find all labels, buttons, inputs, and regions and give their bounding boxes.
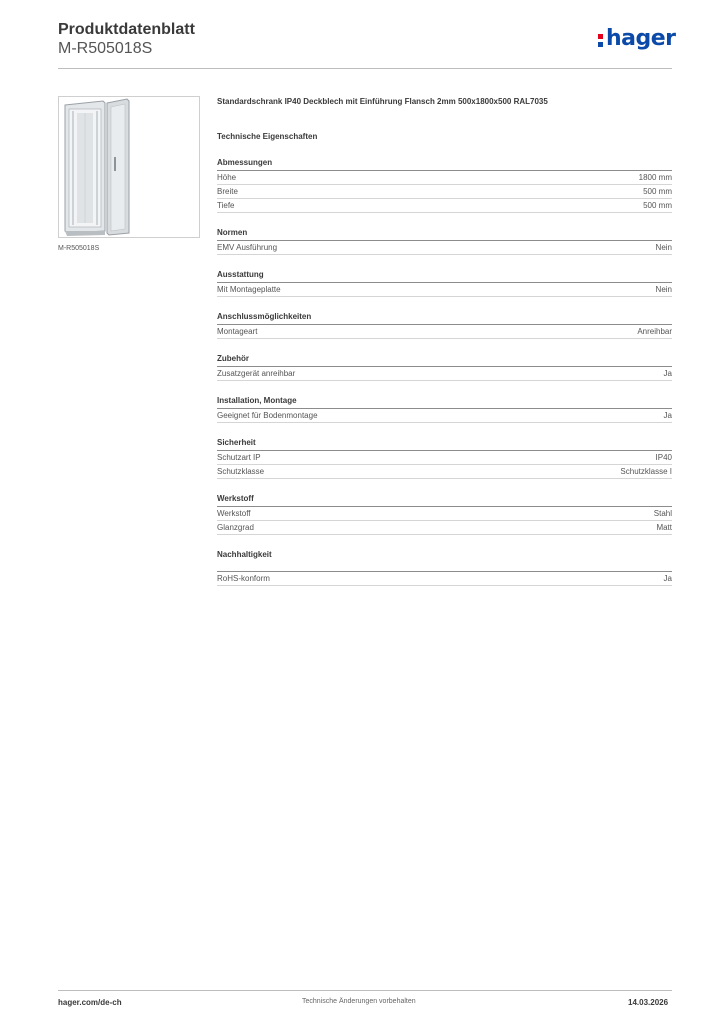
- footer-website[interactable]: hager.com/de-ch: [58, 998, 122, 1007]
- image-caption: M-R505018S: [58, 245, 100, 252]
- spec-value: Ja: [663, 369, 672, 378]
- spec-row: [217, 572, 672, 586]
- spec-label: Tiefe: [217, 201, 235, 210]
- spec-value: Nein: [655, 243, 672, 252]
- spec-row: [217, 185, 672, 199]
- spec-group-title: Nachhaltigkeit: [217, 550, 272, 559]
- cabinet-illustration: [59, 97, 199, 237]
- spec-group-title: Ausstattung: [217, 270, 264, 279]
- spec-label: Glanzgrad: [217, 523, 254, 532]
- spec-value: Schutzklasse I: [620, 467, 672, 476]
- spec-group: [217, 395, 672, 423]
- footer-date: 14.03.2026: [628, 998, 669, 1007]
- spec-label: Schutzklasse: [217, 467, 265, 476]
- logo-text: hager: [606, 26, 676, 51]
- spec-label: Geeignet für Bodenmontage: [217, 411, 318, 420]
- spec-group: [217, 157, 672, 213]
- spec-group-title: Anschlussmöglichkeiten: [217, 312, 312, 321]
- section-heading: Technische Eigenschaften: [217, 132, 318, 141]
- spec-row: [217, 465, 672, 479]
- product-title: Standardschrank IP40 Deckblech mit Einführung Flansch 2mm 500x1800x500 RAL7035: [217, 97, 548, 106]
- spec-group: [217, 353, 672, 381]
- spec-group: [217, 437, 672, 479]
- spec-label: Mit Montageplatte: [217, 285, 281, 294]
- spec-group-title: Installation, Montage: [217, 396, 297, 405]
- spec-value: Ja: [663, 574, 672, 583]
- spec-group-title: Abmessungen: [217, 158, 273, 167]
- product-image: [58, 96, 200, 238]
- spec-label: Werkstoff: [217, 509, 251, 518]
- spec-value: 500 mm: [643, 187, 672, 196]
- spec-groups: [217, 157, 672, 586]
- spec-label: Montageart: [217, 327, 258, 336]
- spec-label: Höhe: [217, 173, 237, 182]
- spec-group-title: Normen: [217, 228, 248, 237]
- spec-value: Matt: [656, 523, 672, 532]
- spec-value: Ja: [663, 411, 672, 420]
- spec-group: [217, 227, 672, 255]
- spec-label: Zusatzgerät anreihbar: [217, 369, 296, 378]
- product-code: M-R505018S: [58, 40, 153, 57]
- spec-row: [217, 199, 672, 213]
- logo-dot-red: [598, 34, 603, 39]
- spec-label: EMV Ausführung: [217, 243, 278, 252]
- footer-divider: [58, 990, 672, 991]
- spec-value: IP40: [655, 453, 672, 462]
- page-title: Produktdatenblatt: [58, 21, 195, 38]
- spec-group: [217, 311, 672, 339]
- spec-row: [217, 283, 672, 297]
- spec-group: [217, 269, 672, 297]
- footer-notice: Technische Änderungen vorbehalten: [302, 998, 416, 1005]
- logo-dot-blue: [598, 42, 603, 47]
- spec-row: [217, 409, 672, 423]
- spec-row: [217, 241, 672, 255]
- hager-logo: [592, 28, 676, 56]
- spec-group: [217, 549, 672, 586]
- spec-row: [217, 521, 672, 535]
- spec-row: [217, 325, 672, 339]
- spec-value: Nein: [655, 285, 672, 294]
- spec-value: 500 mm: [643, 201, 672, 210]
- header-divider: [58, 68, 672, 69]
- spec-row: [217, 507, 672, 521]
- spec-group: [217, 493, 672, 535]
- spec-row: [217, 367, 672, 381]
- spec-label: RoHS-konform: [217, 574, 270, 583]
- specs-panel: [217, 96, 672, 586]
- spec-group-title: Zubehör: [217, 354, 249, 363]
- spec-row: [217, 451, 672, 465]
- spec-value: Stahl: [653, 509, 672, 518]
- spec-label: Schutzart IP: [217, 453, 261, 462]
- spec-value: 1800 mm: [638, 173, 672, 182]
- spec-label: Breite: [217, 187, 238, 196]
- spec-value: Anreihbar: [637, 327, 672, 336]
- spec-group-title: Sicherheit: [217, 438, 256, 447]
- spec-group-title: Werkstoff: [217, 494, 254, 503]
- spec-row: [217, 171, 672, 185]
